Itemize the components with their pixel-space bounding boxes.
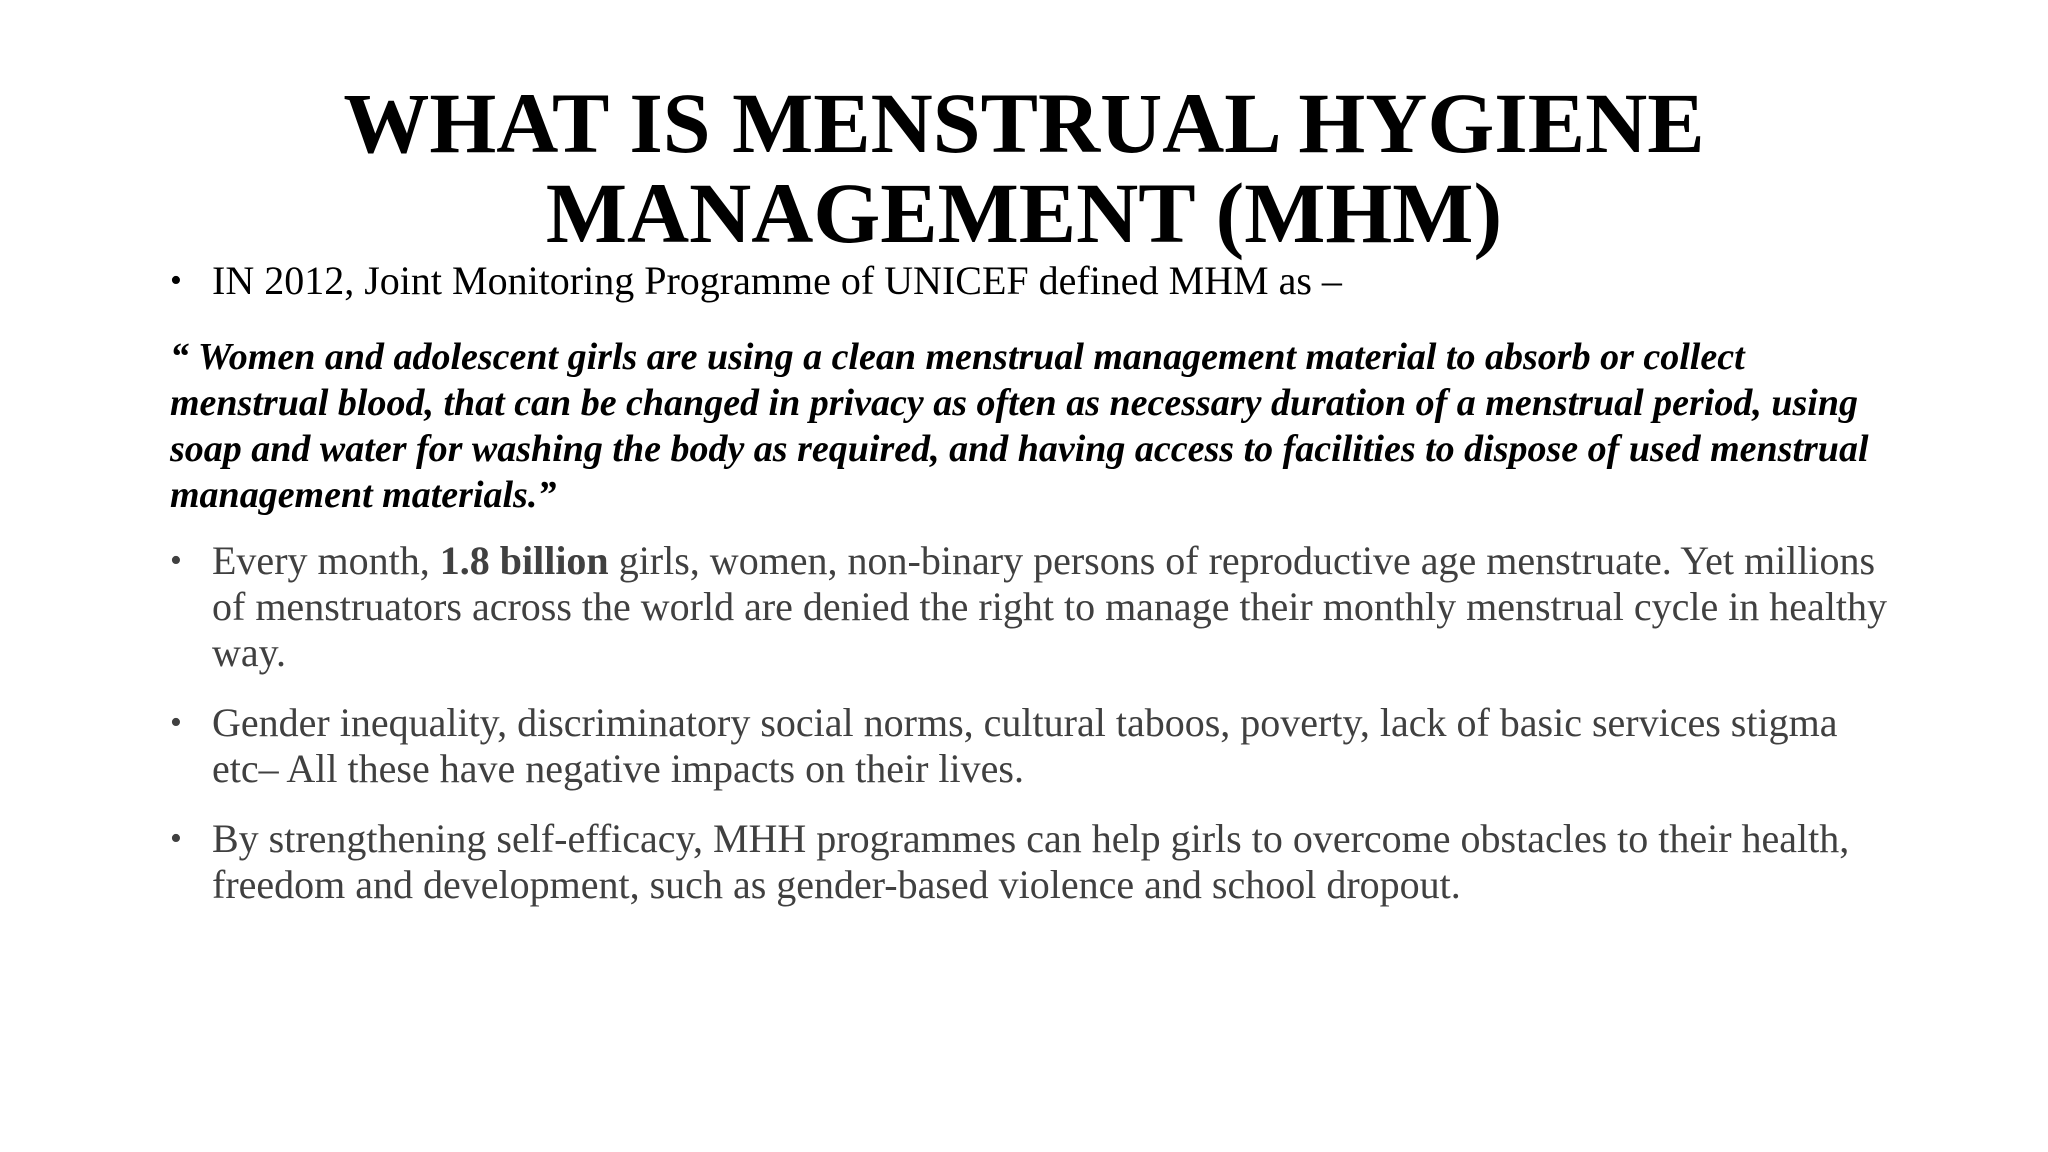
bullet-marker: • bbox=[170, 542, 182, 579]
intro-bullet bbox=[170, 258, 1910, 304]
bullet-item bbox=[170, 538, 1910, 676]
bullet3-text: By strengthening self-efficacy, MHH programmes can help girls to overcome obstacles to their health, freedom and development, such as gender-based violence and school dropout. bbox=[212, 816, 1850, 907]
title-line-2: MANAGEMENT (MHM) bbox=[545, 165, 1503, 261]
bullet-marker: • bbox=[170, 704, 182, 741]
slide-body bbox=[170, 258, 1910, 908]
bullet2-text: Gender inequality, discriminatory social norms, cultural taboos, poverty, lack of basic services stigma etc– All these have negative impacts on their lives. bbox=[212, 700, 1838, 791]
bullet-item bbox=[170, 700, 1910, 792]
title-line-1: WHAT IS MENSTRUAL HYGIENE bbox=[343, 75, 1705, 171]
slide-title bbox=[120, 75, 1928, 261]
bullet-marker: • bbox=[170, 262, 182, 299]
bullet1-pre: Every month, bbox=[212, 538, 440, 583]
bullet1-post: girls, women, non-binary persons of reproductive age menstruate. Yet millions of menstruators across the world are denied the right to manage their monthly menstrual cycle in healthy way. bbox=[212, 538, 1888, 675]
bullet1-highlight: 1.8 billion bbox=[439, 538, 609, 583]
definition-quote: “ Women and adolescent girls are using a clean menstrual management material to absorb or collect menstrual blood, that can be changed in privacy as often as necessary duration of a menstrual period, using soap and water for washing the body as required, and having access to facilities to dispose of used menstrual management materials.” bbox=[170, 336, 1869, 516]
bullet-item bbox=[170, 816, 1910, 908]
intro-text: IN 2012, Joint Monitoring Programme of UNICEF defined MHM as – bbox=[212, 258, 1342, 303]
bullet-marker: • bbox=[170, 820, 182, 857]
